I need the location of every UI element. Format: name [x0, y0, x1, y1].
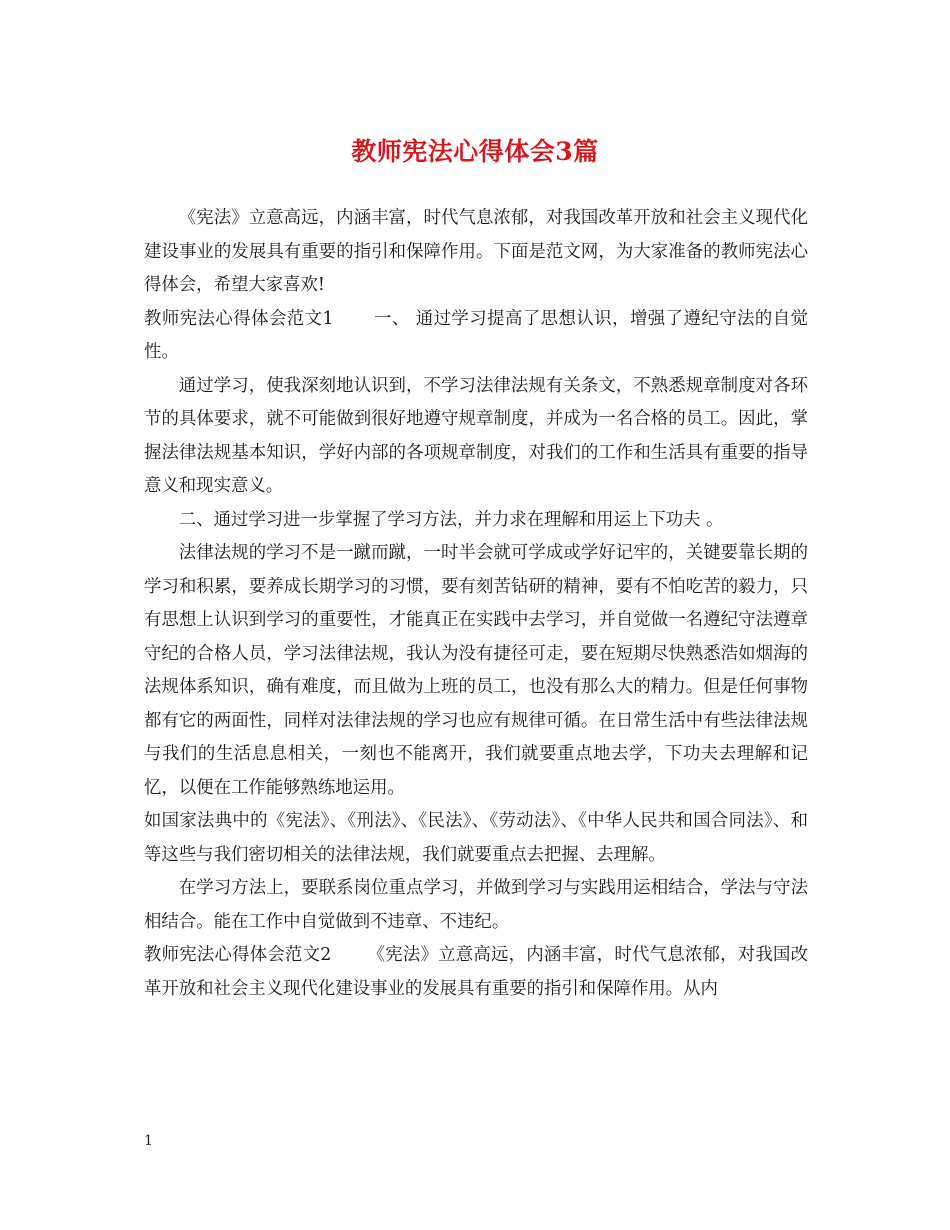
body-paragraph: 通过学习，使我深刻地认识到，不学习法律法规有关条文，不熟悉规章制度对各环节的具体要求，就不可能做到很好地遵守规章制度，并成为一名合格的员工。因此，掌握法律法规基本知识，学好内部的各项规章制度，对我们的工作和生活具有重要的指导意义和现实意义。	[144, 375, 808, 496]
sample-1-paragraph	[144, 303, 808, 370]
document-body	[144, 202, 808, 1006]
sample-2-heading: 教师宪法心得体会范文2	[144, 945, 332, 965]
body-paragraph: 如国家法典中的《宪法》、《刑法》、《民法》、《劳动法》、《中华人民共和国合同法》、和等这些与我们密切相关的法律法规，我们就要重点去把握、去理解。	[144, 811, 808, 865]
body-paragraph: 法律法规的学习不是一蹴而蹴，一时半会就可学成或学好记牢的，关键要靠长期的学习和积累，要养成长期学习的习惯，要有刻苦钻研的精神，要有不怕吃苦的毅力，只有思想上认识到学习的重要性，才能真正在实践中去学习，并自觉做一名遵纪守法遵章守纪的合格人员，学习法律法规，我认为没有捷径可走，要在短期尽快熟悉浩如烟海的法规体系知识，确有难度，而且做为上班的员工，也没有那么大的精力。但是任何事物都有它的两面性，同样对法律法规的学习也应有规律可循。在日常生活中有些法律法规与我们的生活息息相关，一刻也不能离开，我们就要重点地去学，下功夫去理解和记忆，以便在工作能够熟练地运用。	[144, 543, 808, 798]
sample-1-heading: 教师宪法心得体会范文1	[144, 308, 334, 329]
sample-1-text: 一、 通过学习提高了思想认识，增强了遵纪守法的自觉性。	[144, 308, 808, 362]
sample-2-text: 《宪法》立意高远，内涵丰富，时代气息浓郁，对我国改革开放和社会主义现代化建设事业的发展具有重要的指引和保障作用。从内	[144, 945, 808, 999]
intro-paragraph: 《宪法》立意高远，内涵丰富，时代气息浓郁，对我国改革开放和社会主义现代化建设事业的发展具有重要的指引和保障作用。下面是范文网，为大家准备的教师宪法心得体会，希望大家喜欢!	[144, 208, 808, 295]
sample-2-paragraph	[144, 939, 808, 1006]
page-title: 教师宪法心得体会3篇	[351, 137, 599, 166]
page-number: 1	[144, 1133, 153, 1149]
body-paragraph: 在学习方法上，要联系岗位重点学习，并做到学习与实践用运相结合，学法与守法相结合。能在工作中自觉做到不违章、不违纪。	[144, 878, 808, 932]
section-heading-2: 二、通过学习进一步掌握了学习方法，并力求在理解和用运上下功夫 。	[178, 509, 724, 530]
